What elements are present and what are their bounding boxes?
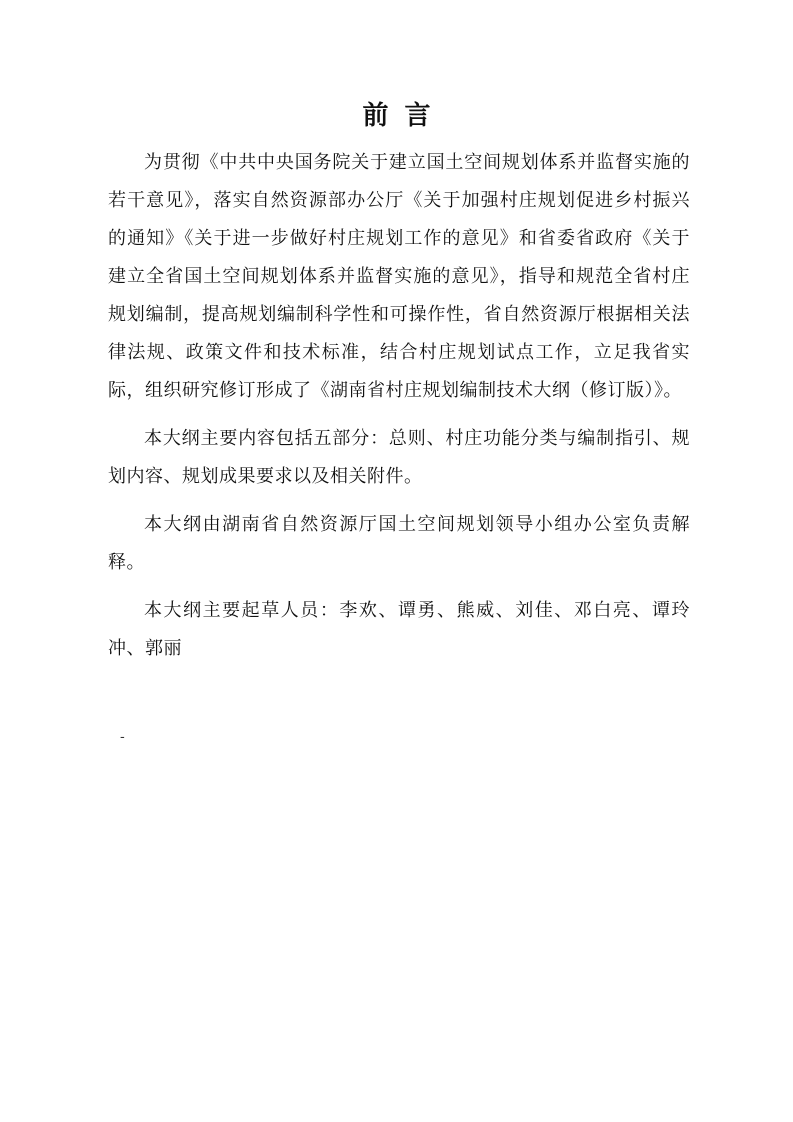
paragraph-contents: 本大纲主要内容包括五部分：总则、村庄功能分类与编制指引、规划内容、规划成果要求以及相关附件。 [108, 428, 690, 487]
paragraph-drafters: 本大纲主要起草人员：李欢、谭勇、熊威、刘佳、邓白亮、谭玲冲、郭丽 [108, 600, 690, 659]
document-body [108, 144, 690, 678]
trailing-mark: - [120, 729, 125, 745]
paragraph-interpretation: 本大纲由湖南省自然资源厅国土空间规划领导小组办公室负责解释。 [108, 514, 690, 573]
paragraph-purpose: 为贯彻《中共中央国务院关于建立国土空间规划体系并监督实施的若干意见》，落实自然资源部办公厅《关于加强村庄规划促进乡村振兴的通知》《关于进一步做好村庄规划工作的意见》和省委省政府《关于建立全省国土空间规划体系并监督实施的意见》，指导和规范全省村庄规划编制，提高规划编制科学性和可操作性，省自然资源厅根据相关法律法规、政策文件和技术标准，结合村庄规划试点工作，立足我省实际，组织研究修订形成了《湖南省村庄规划编制技术大纲（修订版）》。 [108, 152, 690, 401]
page-title: 前言 [362, 101, 447, 131]
